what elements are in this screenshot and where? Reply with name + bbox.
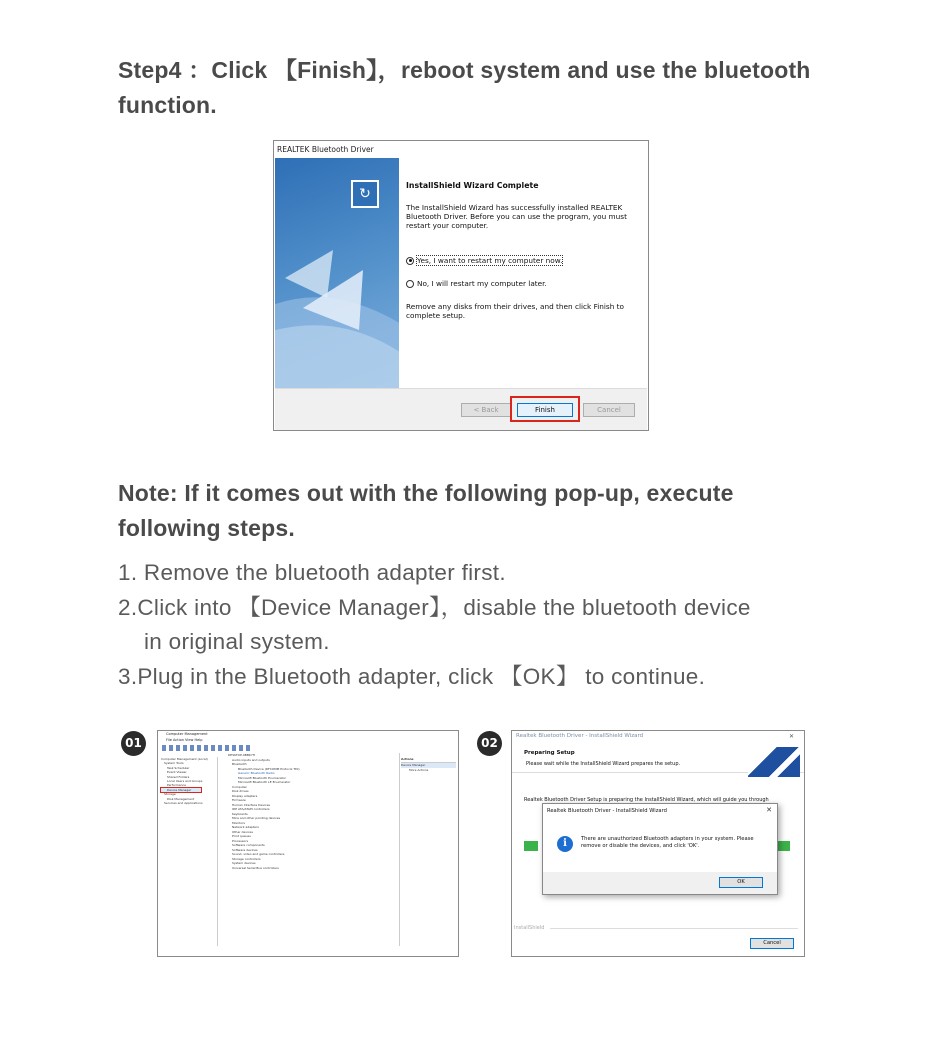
device-item[interactable]: Human Interface Devices [232, 802, 270, 807]
cancel-button[interactable]: Cancel [583, 403, 635, 417]
wizard-footer [275, 388, 647, 430]
step-2: 2.Click into 【Device Manager】，disable the bluetooth device [118, 594, 751, 620]
restart-now-option[interactable] [406, 256, 636, 265]
device-item[interactable]: Disk drives [232, 789, 249, 793]
cm-device-list [220, 753, 400, 946]
cm-tree [159, 757, 218, 946]
cm-menu: File Action View Help [166, 738, 203, 742]
remove-disks-text: Remove any disks from their drives, and then click Finish to complete setup. [406, 302, 625, 320]
badge-02: 02 [477, 731, 502, 756]
restart-later-option[interactable] [406, 279, 636, 288]
finish-button[interactable]: Finish [517, 403, 573, 417]
restart-later-label[interactable]: No, I will restart my computer later. [417, 279, 547, 288]
wizard-heading: InstallShield Wizard Complete [406, 181, 539, 190]
ok-button[interactable]: OK [719, 877, 763, 888]
popup-close-icon[interactable]: ✕ [766, 806, 772, 814]
tree-item-device-manager[interactable]: Device Manager [161, 788, 201, 792]
radio-selected-icon[interactable] [406, 257, 414, 265]
actions-header: Actions [401, 757, 456, 763]
tree-item[interactable]: Services and Applications [164, 801, 203, 806]
footer-divider [550, 928, 798, 929]
back-button[interactable]: < Back [461, 403, 511, 417]
close-icon[interactable]: ✕ [788, 733, 794, 740]
restart-now-label[interactable]: Yes, I want to restart my computer now. [417, 256, 563, 265]
tree-item[interactable]: Local Users and Groups [167, 779, 203, 784]
actions-device-manager[interactable]: Device Manager [401, 763, 456, 768]
finish-highlight-box [510, 396, 580, 422]
tree-item[interactable]: Performance [167, 783, 187, 788]
device-item[interactable]: Storage controllers [232, 856, 261, 861]
dialog-title: REALTEK Bluetooth Driver [277, 145, 374, 154]
preparing-title: Preparing Setup [524, 750, 575, 756]
progress-bar-left [524, 841, 538, 851]
step-2-continued: in original system. [144, 629, 330, 654]
popup-title: Realtek Bluetooth Driver - InstallShield Wizard [547, 808, 667, 814]
device-item[interactable]: Display adapters [232, 793, 258, 798]
installshield-banner-icon [748, 747, 800, 777]
preparing-text: Please wait while the InstallShield Wizard prepares the setup. [526, 761, 681, 767]
device-item[interactable]: Software components [232, 843, 265, 847]
device-item[interactable]: Other devices [232, 829, 253, 834]
setup-window-title: Realtek Bluetooth Driver - InstallShield Wizard [516, 733, 644, 739]
device-item[interactable]: Processors [232, 838, 249, 843]
device-item-generic-radio[interactable]: Generic Bluetooth Radio [238, 771, 275, 775]
device-item[interactable]: Bluetooth [232, 762, 247, 766]
unauthorized-adapter-popup [542, 803, 778, 895]
device-item[interactable]: IDE ATA/ATAPI controllers [232, 807, 270, 811]
device-item[interactable]: Audio inputs and outputs [232, 757, 270, 762]
tree-item[interactable]: Shared Folders [167, 774, 190, 779]
radio-unselected-icon[interactable] [406, 280, 414, 288]
note-steps [118, 556, 838, 694]
device-manager-screenshot [157, 730, 459, 957]
device-item[interactable]: Network adapters [232, 825, 259, 829]
device-item[interactable]: Software devices [232, 847, 258, 852]
popup-message: There are unauthorized Bluetooth adapters in your system. Please remove or disable the devices, and click 'OK'. [581, 836, 754, 849]
device-item[interactable]: Bluetooth Device (RFCOMM Protocol TDI) [238, 766, 300, 771]
cm-window-title: Computer Management [166, 732, 208, 736]
device-item[interactable]: Universal Serial Bus controllers [232, 865, 279, 870]
device-item[interactable]: Firmware [232, 798, 246, 802]
device-item[interactable]: Sound, video and game controllers [232, 852, 285, 856]
note-title: Note: If it comes out with the following pop-up, execute following steps. [118, 480, 734, 541]
cm-toolbar [162, 745, 252, 751]
device-item[interactable]: Mice and other pointing devices [232, 816, 281, 820]
popup-footer [543, 872, 777, 894]
wizard-side-banner [275, 158, 399, 390]
step-1: 1. Remove the bluetooth adapter first. [118, 560, 506, 585]
device-item[interactable]: DESKTOP-0BBK7H [228, 753, 256, 757]
device-item[interactable]: Microsoft Bluetooth Enumerator [238, 775, 286, 780]
info-icon: i [557, 836, 573, 852]
actions-more[interactable]: More Actions [409, 768, 429, 772]
setup-body-text: Realtek Bluetooth Driver Setup is preparing the InstallShield Wizard, which will guide you through [524, 797, 769, 803]
setup-cancel-button[interactable]: Cancel [750, 938, 794, 949]
cm-actions-pane [401, 757, 456, 946]
tree-item[interactable]: Computer Management (Local) [161, 757, 208, 761]
device-item[interactable]: Monitors [232, 820, 245, 825]
wizard-message: The InstallShield Wizard has successfully installed REALTEK Bluetooth Driver. Before you can use the program, you must restart your computer. [406, 203, 627, 230]
step4-title: Step4 ：Click 【Finish】，reboot system and use the bluetooth function. [118, 57, 811, 118]
wizard-banner-graphic [275, 158, 399, 390]
device-item[interactable]: Keyboards [232, 811, 248, 816]
realtek-setup-screenshot [511, 730, 805, 957]
tree-item[interactable]: System Tools [164, 761, 184, 766]
tree-item[interactable]: Disk Management [167, 796, 195, 801]
installshield-label: InstallShield [514, 925, 545, 931]
installshield-complete-dialog [273, 140, 649, 431]
progress-bar-right [776, 841, 790, 851]
device-item[interactable]: System devices [232, 861, 256, 865]
tree-item[interactable]: Storage [164, 792, 176, 797]
step-3: 3.Plug in the Bluetooth adapter, click 【OK】 to continue. [118, 663, 706, 689]
tree-item[interactable]: Event Viewer [167, 770, 187, 775]
device-item[interactable]: Microsoft Bluetooth LE Enumerator [238, 780, 291, 784]
badge-01: 01 [121, 731, 146, 756]
device-item[interactable]: Computer [232, 784, 247, 789]
installshield-logo-icon: ↻ [351, 180, 379, 208]
tree-item[interactable]: Task Scheduler [167, 765, 190, 770]
device-item[interactable]: Print queues [232, 834, 251, 838]
